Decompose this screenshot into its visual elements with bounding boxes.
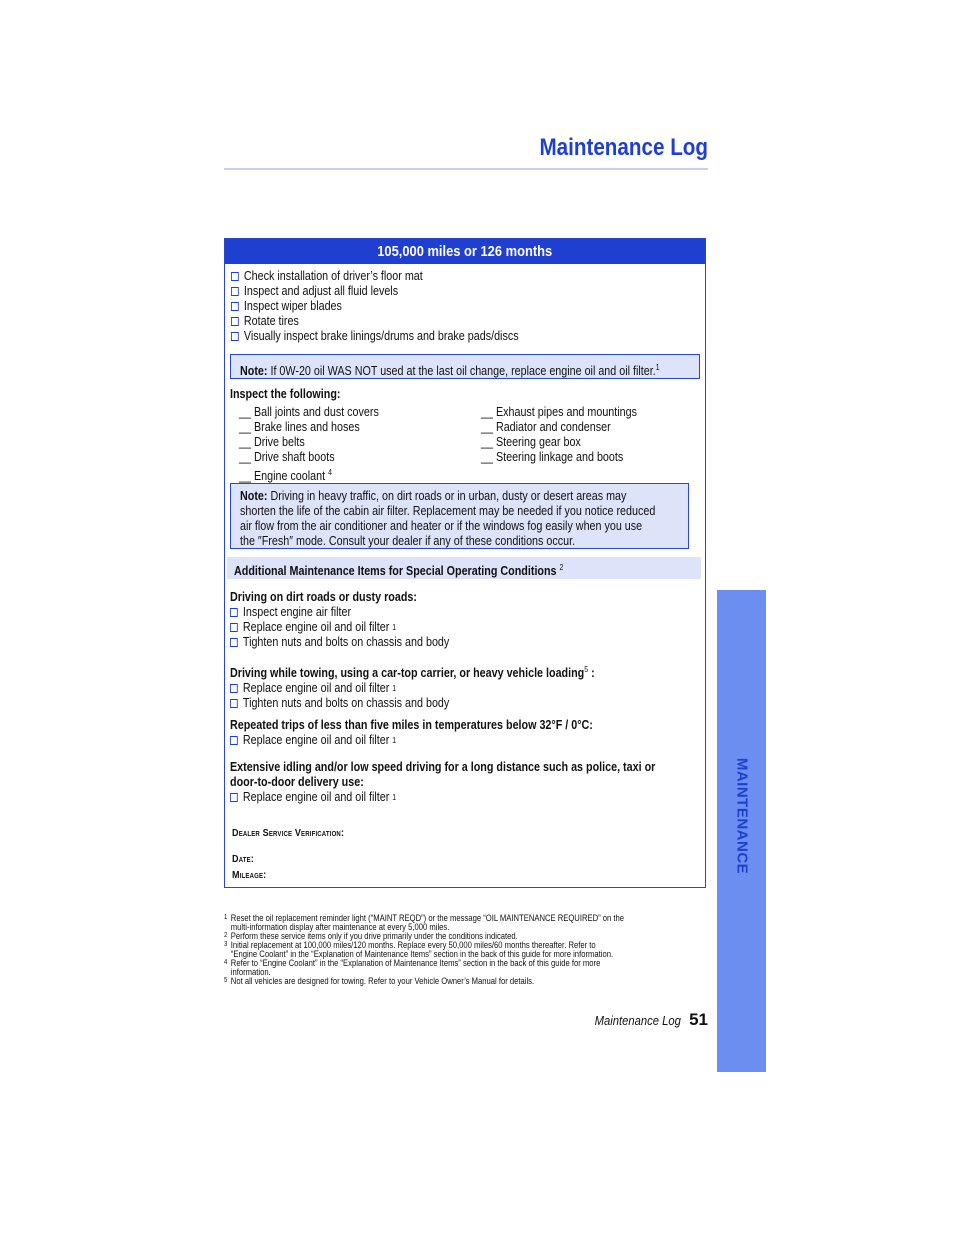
inspect-item: __ Exhaust pipes and mountings [481, 405, 637, 419]
inspect-item: __ Brake lines and hoses [239, 420, 360, 434]
checkbox[interactable] [231, 287, 239, 296]
date-label: Date: [232, 853, 254, 865]
checkbox[interactable] [230, 699, 238, 708]
section-side-tab[interactable] [717, 590, 766, 1072]
checkbox[interactable] [231, 302, 239, 311]
checkbox[interactable] [231, 332, 239, 341]
footnote: 2 Perform these service items only if you drive primarily under the conditions indicated. [224, 931, 518, 941]
page-footer [585, 1010, 708, 1030]
checkbox[interactable] [230, 736, 238, 745]
checkbox[interactable] [230, 608, 238, 617]
checklist [231, 269, 519, 344]
footnote: 4 Refer to “Engine Coolant” in the “Explanation of Maintenance Items” section in the back of this guide for more information. [224, 958, 601, 977]
inspect-item: __ Radiator and condenser [481, 420, 611, 434]
footnote: 1 Reset the oil replacement reminder light (“MAINT REQD”) or the message “OIL MAINTENANCE REQUIRED” on the multi-information display after maintenance at every 5,000 miles. [224, 913, 625, 932]
footnotes [224, 914, 707, 986]
condition-section-dirt-roads: Driving on dirt roads or dusty roads: Inspect engine air filter Replace engine oil and oil filter 1 Tighten nuts and bolts on chassis and body [230, 590, 450, 649]
checkbox[interactable] [230, 638, 238, 647]
inspect-item: __ Steering gear box [481, 435, 581, 449]
mileage-label: Mileage: [232, 869, 267, 881]
condition-section-short-trips: Repeated trips of less than five miles in temperatures below 32°F / 0°C: Replace engine oil and oil filter 1 [230, 718, 593, 747]
checklist-item: Inspect wiper blades [231, 299, 519, 314]
checklist-item: Rotate tires [231, 314, 519, 329]
title-underline [224, 168, 708, 170]
page-title: Maintenance Log [539, 134, 708, 161]
inspect-item: __ Drive belts [239, 435, 305, 449]
checklist-item: Visually inspect brake linings/drums and brake pads/discs [231, 329, 519, 344]
checklist-item: Check installation of driver’s floor mat [231, 269, 519, 284]
page-number: 51 [689, 1010, 708, 1029]
checkbox[interactable] [230, 793, 238, 802]
inspect-item: __ Drive shaft boots [239, 450, 335, 464]
oil-note: Note: If 0W-20 oil WAS NOT used at the last oil change, replace engine oil and oil filter.$^1$ [230, 354, 700, 379]
condition-section-towing: Driving while towing, using a car-top carrier, or heavy vehicle loading$^5$ : Replace engine oil and oil filter 1 Tighten nuts and bolts on chassis and body [230, 665, 595, 711]
side-tab-label: MAINTENANCE [733, 757, 750, 875]
checkbox[interactable] [230, 684, 238, 693]
footnote: 5 Not all vehicles are designed for towing. Refer to your Vehicle Owner’s Manual for details. [224, 976, 535, 986]
checkbox[interactable] [231, 317, 239, 326]
checkbox[interactable] [231, 272, 239, 281]
interval-banner-text: 105,000 miles or 126 months [377, 243, 553, 260]
footnote: 3 Initial replacement at 100,000 miles/120 months. Replace every 50,000 miles/60 months thereafter. Refer to “Engine Coolant” in the “Explanation of Maintenance Items” section in the back of this guide for more information. [224, 940, 614, 959]
inspect-list-right [481, 405, 637, 465]
checkbox[interactable] [230, 623, 238, 632]
condition-section-idling: Extensive idling and/or low speed driving for a long distance such as police, taxi or door-to-door delivery use: Replace engine oil and oil filter 1 [230, 760, 656, 804]
special-conditions-header: Additional Maintenance Items for Special Operating Conditions $^2$ [227, 557, 701, 579]
interval-banner [225, 239, 705, 264]
checklist-item: Inspect and adjust all fluid levels [231, 284, 519, 299]
inspect-item: __ Engine coolant $^4$ [239, 468, 332, 484]
cabin-filter-note: Note: Driving in heavy traffic, on dirt roads or in urban, dusty or desert areas may shorten the life of the cabin air filter. Replacement may be needed if you notice reduced air flow from the air conditioner and heater or if the windows fog easily when you use the ″Fresh″ mode. Consult your dealer if any of these conditions occur. [230, 483, 689, 549]
inspect-heading: Inspect the following: [230, 387, 341, 401]
dealer-verification-label: Dealer Service Verification: [232, 827, 345, 839]
inspect-item: __ Steering linkage and boots [481, 450, 624, 464]
inspect-list-left [239, 405, 379, 484]
service-log-box [224, 238, 706, 888]
inspect-item: __ Ball joints and dust covers [239, 405, 379, 419]
footer-section-label: Maintenance Log [594, 1014, 682, 1028]
